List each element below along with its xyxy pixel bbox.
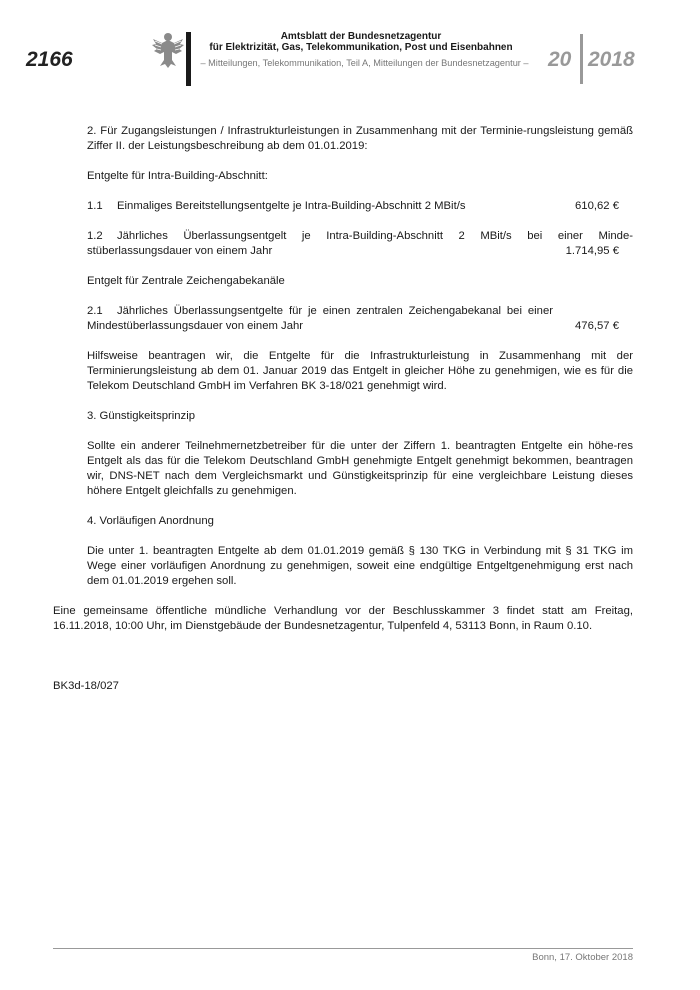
item-1-1: [87, 199, 633, 214]
zentrale-heading: Entgelt für Zentrale Zeichengabekanäle: [87, 275, 285, 287]
footer-date: Bonn, 17. Oktober 2018: [532, 952, 633, 963]
section-4-text: Die unter 1. beantragten Entgelte ab dem 01.01.2019 gemäß § 130 TKG in Verbindung mit § 31 TKG im Wege einer vorläufigen Anordnung zu genehmigen, soweit eine endgültige Entgeltgenehmigung erst nach dem 01.01.2019 ergehen soll.: [87, 545, 633, 587]
section-3-text: Sollte ein anderer Teilnehmernetzbetreiber für die unter der Ziffern 1. beantragten Entgelte ein höhe-res Entgelt als das für die Telekom Deutschland GmbH genehmigte Entgelt genehmigt bekommen, beantragen wir, DNS-NET nach dem Vergleichsmarkt und Günstigkeitsprinzip für eine vergleichbare Leistung dieses höhere Entgelt gleichfalls zu genehmigen.: [87, 440, 633, 497]
document-body: [53, 124, 633, 694]
publication-title: [196, 31, 526, 53]
hearing-paragraph: Eine gemeinsame öffentliche mündliche Verhandlung vor der Beschlusskammer 3 findet statt am Freitag, 16.11.2018, 10:00 Uhr, im Dienstgebäude der Bundesnetzagentur, Tulpenfeld 4, 53113 Bonn, in Raum 0.10.: [53, 605, 633, 632]
item-1-2: [87, 229, 633, 259]
section-2-heading: 2. Für Zugangsleistungen / Infrastrukturleistungen in Zusammenhang mit der Terminie-rungsleistung gemäß Ziffer II. der Leistungsbeschreibung ab dem 01.01.2019:: [87, 125, 633, 152]
section-3-heading: 3. Günstigkeitsprinzip: [87, 410, 195, 422]
item-1-1-number: 1.1: [87, 200, 103, 212]
item-2-1: [87, 304, 633, 334]
item-1-1-text: Einmaliges Bereitstellungsentgelte je Intra-Building-Abschnitt 2 MBit/s: [117, 200, 466, 212]
item-1-2-price: 1.714,95 €: [565, 245, 619, 257]
footer-rule: [53, 948, 633, 949]
item-1-2-text: Jährliches Überlassungsentgelt je Intra-Building-Abschnitt 2 MBit/s bei einer Minde-stüberlassungsdauer von einem Jahr: [87, 230, 633, 257]
issue-number: 20: [548, 48, 572, 71]
header-divider-bar: [186, 32, 191, 86]
item-2-1-number: 2.1: [87, 305, 103, 317]
issue-year: 2018: [588, 48, 635, 71]
reference-number: BK3d-18/027: [53, 680, 119, 692]
page-number: 2166: [26, 48, 73, 71]
item-2-1-price: 476,57 €: [575, 320, 619, 332]
publication-title-line2: für Elektrizität, Gas, Telekommunikation, Post und Eisenbahnen: [209, 42, 513, 53]
federal-eagle-icon: [150, 30, 186, 70]
issue-divider: [580, 34, 583, 84]
intra-building-heading: Entgelte für Intra-Building-Abschnitt:: [87, 170, 268, 182]
section-4-heading: 4. Vorläufigen Anordnung: [87, 515, 214, 527]
item-2-1-text: Jährliches Überlassungsentgelte für je einen zentralen Zeichengabekanal bei einer Mindestüberlassungsdauer von einem Jahr: [87, 305, 553, 332]
item-1-1-price: 610,62 €: [575, 200, 619, 212]
hilfsweise-paragraph: Hilfsweise beantragen wir, die Entgelte für die Infrastrukturleistung in Zusammenhang mit der Terminierungsleistung ab dem 01. Januar 2019 das Entgelt in gleicher Höhe zu genehmigen, wie es für die Telekom Deutschland GmbH im Verfahren BK 3-18/021 genehmigt wird.: [87, 350, 633, 392]
item-1-2-number: 1.2: [87, 230, 103, 242]
publication-subtitle: – Mitteilungen, Telekommunikation, Teil A, Mitteilungen der Bundesnetzagentur –: [200, 58, 529, 68]
publication-title-line1: Amtsblatt der Bundesnetzagentur: [280, 31, 442, 42]
